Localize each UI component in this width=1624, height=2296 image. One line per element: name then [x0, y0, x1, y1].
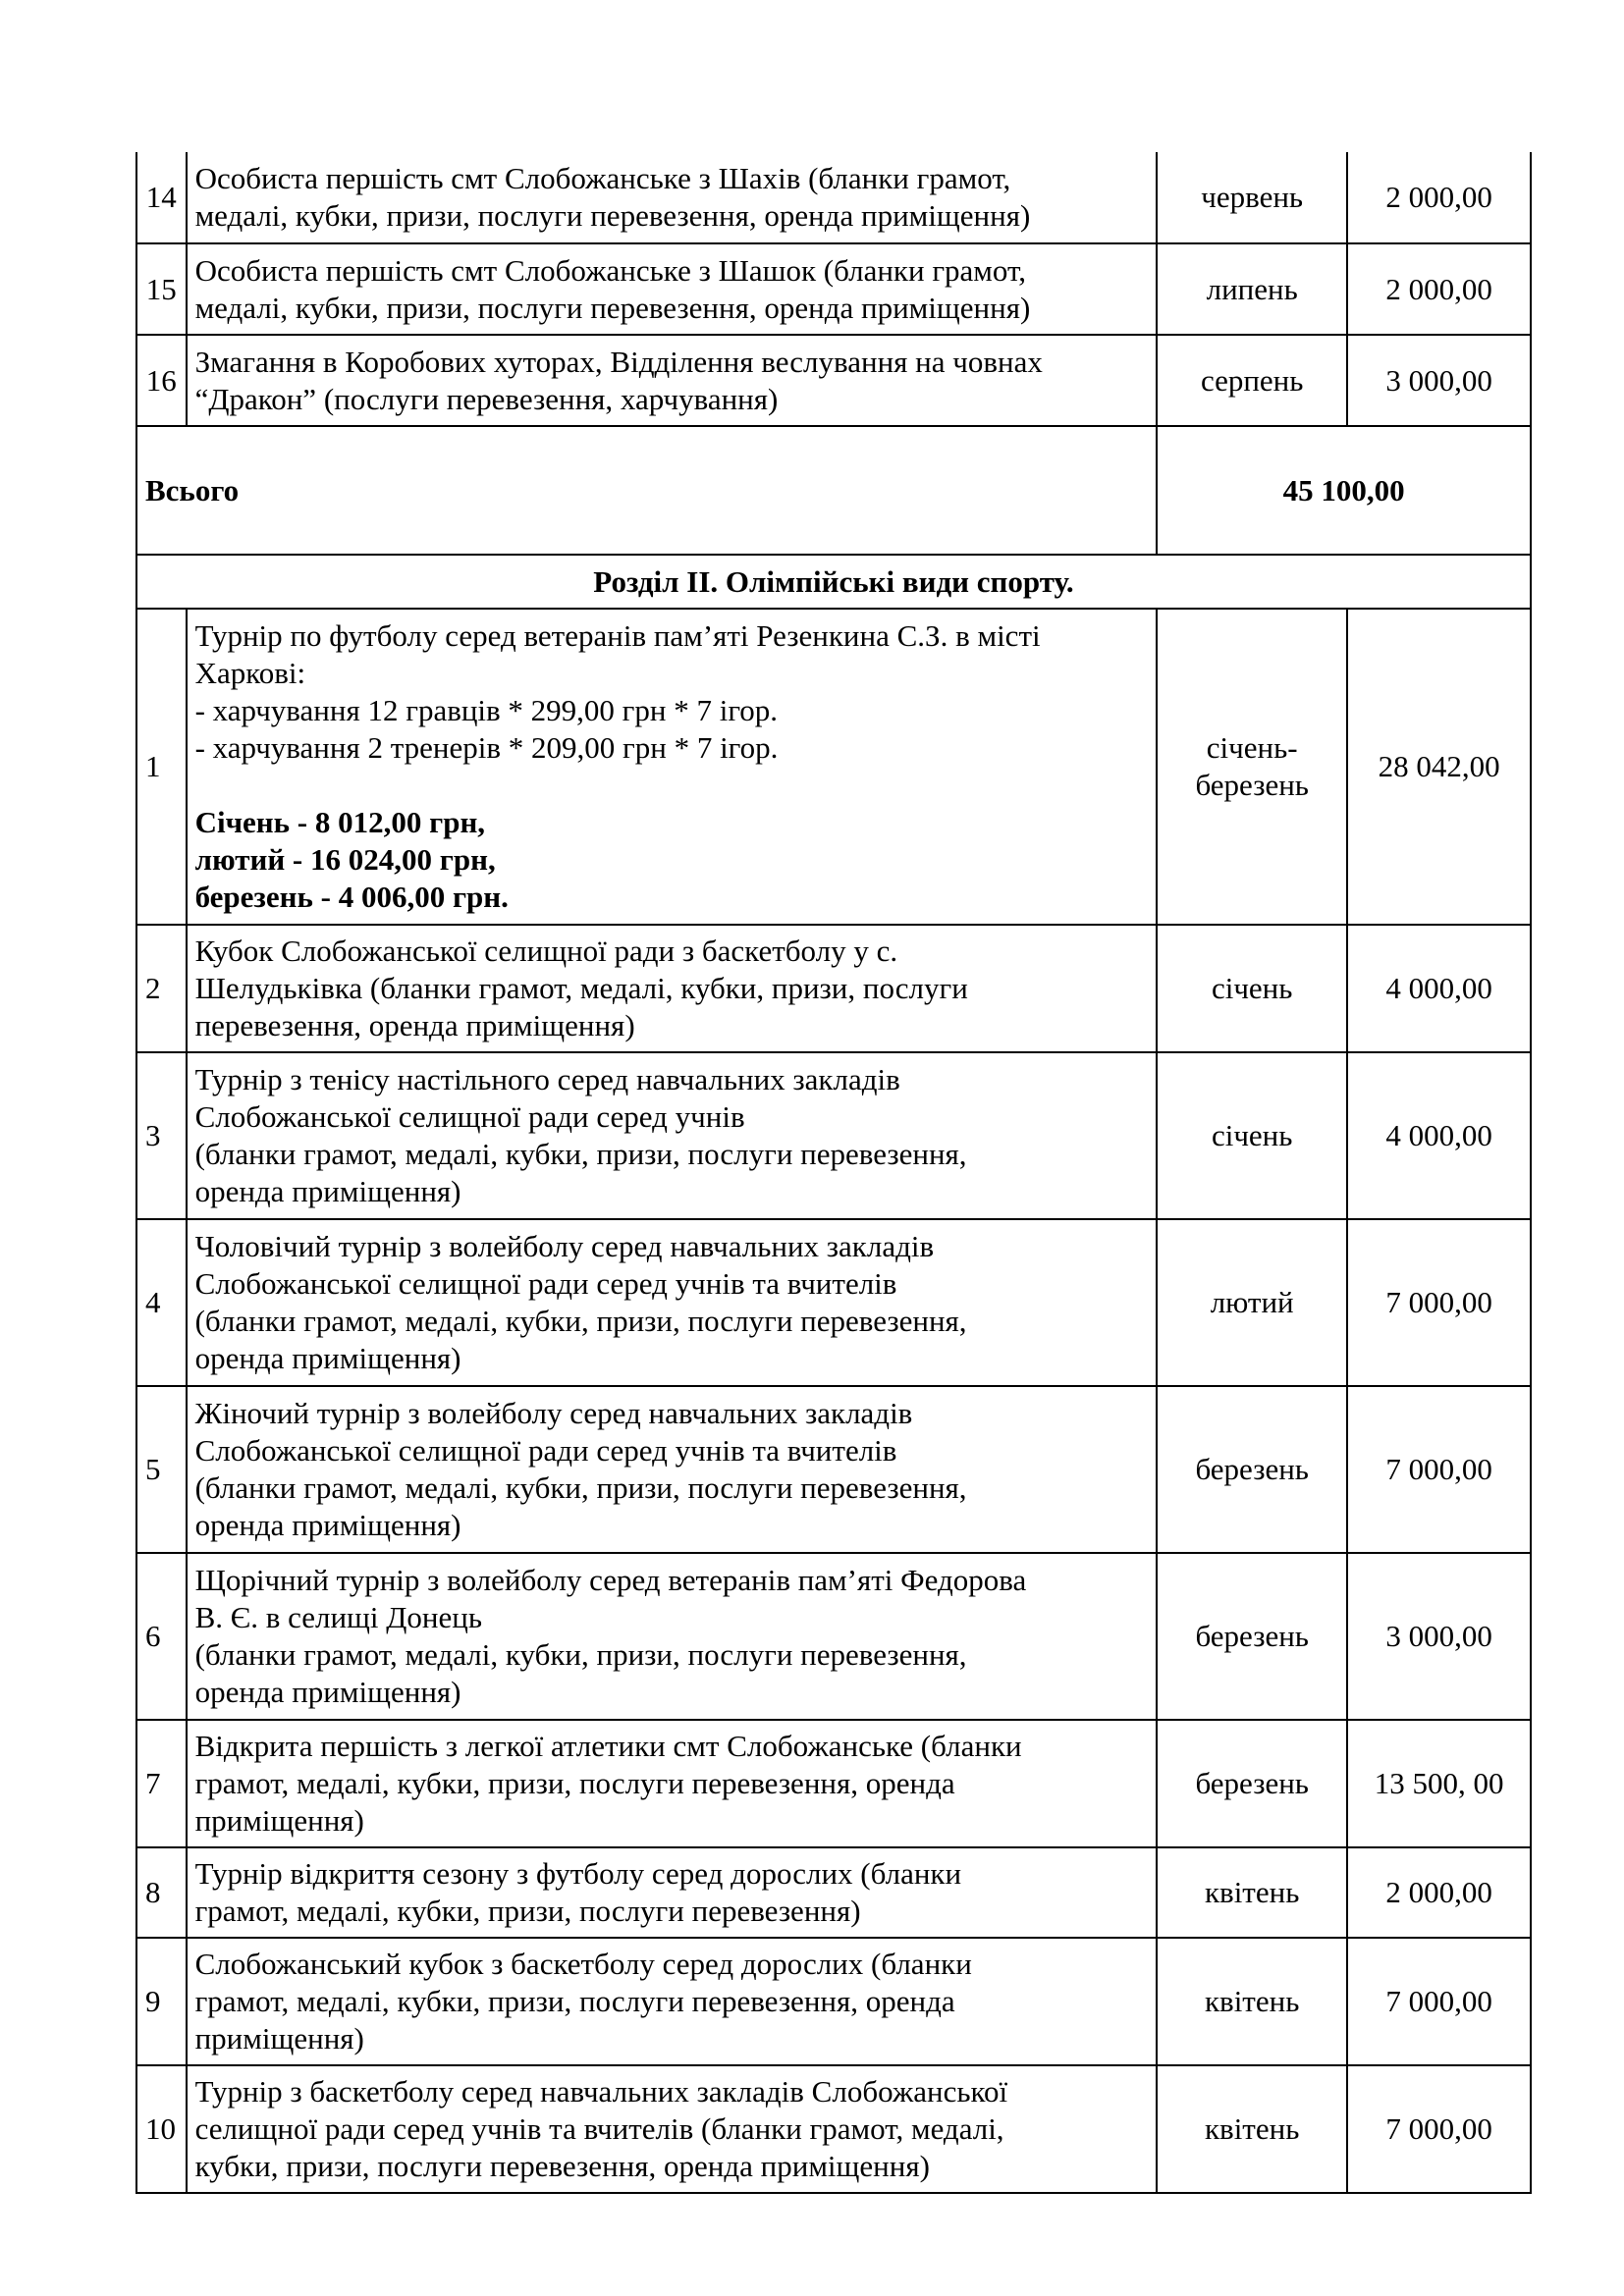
- description-line: Відкрита першість з легкої атлетики смт Слобожанське (бланки: [194, 1729, 1022, 1763]
- description-line: Особиста першість смт Слобожанське з Шахів (бланки грамот,: [194, 161, 1011, 195]
- event-month: березень: [1157, 1553, 1347, 1720]
- event-month: липень: [1157, 243, 1347, 335]
- total-amount: 45 100,00: [1157, 426, 1531, 555]
- event-description: [187, 1720, 1158, 1847]
- description-line: Кубок Слобожанської селищної ради з баскетболу у с.: [194, 934, 898, 968]
- table-row: [136, 1720, 1531, 1847]
- description-line: В. Є. в селищі Донець: [194, 1600, 483, 1634]
- monthly-breakdown-line: березень - 4 006,00 грн.: [194, 880, 509, 914]
- description-line: Турнір по футболу серед ветеранів пам’яті Резенкина С.З. в місті: [194, 618, 1041, 653]
- description-line: грамот, медалі, кубки, призи, послуги перевезення, оренда: [194, 1984, 955, 2018]
- description-line: Слобожанської селищної ради серед учнів: [194, 1099, 745, 1134]
- description-line: Жіночий турнір з волейболу серед навчальних закладів: [194, 1396, 913, 1430]
- event-amount: 3 000,00: [1347, 335, 1531, 426]
- event-amount: 28 042,00: [1347, 609, 1531, 925]
- event-amount: 7 000,00: [1347, 1938, 1531, 2065]
- table-row: [136, 243, 1531, 335]
- events-table: [135, 152, 1532, 2194]
- table-row: [136, 2065, 1531, 2193]
- event-amount: 7 000,00: [1347, 2065, 1531, 2193]
- event-description: [187, 1938, 1158, 2065]
- event-description: [187, 2065, 1158, 2193]
- table-row: [136, 152, 1531, 243]
- table-row: [136, 1219, 1531, 1386]
- monthly-breakdown-line: лютий - 16 024,00 грн,: [194, 842, 496, 877]
- description-line: Слобожанської селищної ради серед учнів та вчителів: [194, 1266, 897, 1301]
- event-description: [187, 1052, 1158, 1219]
- monthly-breakdown-line: Січень - 8 012,00 грн,: [194, 805, 486, 839]
- table-row: [136, 335, 1531, 426]
- description-line: Турнір з тенісу настільного серед навчальних закладів: [194, 1062, 900, 1096]
- event-description: [187, 335, 1158, 426]
- description-line: Чоловічий турнір з волейболу серед навчальних закладів: [194, 1229, 935, 1263]
- description-line: - харчування 2 тренерів * 209,00 грн * 7 ігор.: [194, 730, 779, 765]
- description-line: оренда приміщення): [194, 1174, 461, 1208]
- description-line: - харчування 12 гравців * 299,00 грн * 7 ігор.: [194, 693, 779, 727]
- description-line: грамот, медалі, кубки, призи, послуги перевезення, оренда: [194, 1766, 955, 1800]
- event-description: [187, 1847, 1158, 1938]
- row-number: 9: [136, 1938, 187, 2065]
- description-line: “Дракон” (послуги перевезення, харчування): [194, 381, 779, 416]
- event-month: січень: [1157, 925, 1347, 1052]
- event-amount: 4 000,00: [1347, 925, 1531, 1052]
- description-line: оренда приміщення): [194, 1341, 461, 1375]
- event-month: березень: [1157, 1386, 1347, 1553]
- description-line: приміщення): [194, 1803, 364, 1838]
- table-row: [136, 1553, 1531, 1720]
- description-line: (бланки грамот, медалі, кубки, призи, послуги перевезення,: [194, 1637, 967, 1672]
- row-number: 14: [136, 152, 187, 243]
- table-row: [136, 1847, 1531, 1938]
- row-number: 4: [136, 1219, 187, 1386]
- event-description: [187, 1553, 1158, 1720]
- event-month: лютий: [1157, 1219, 1347, 1386]
- month-line: січень-: [1206, 730, 1298, 765]
- total-label: Всього: [136, 426, 1157, 555]
- event-month: серпень: [1157, 335, 1347, 426]
- event-month: березень: [1157, 1720, 1347, 1847]
- event-amount: 4 000,00: [1347, 1052, 1531, 1219]
- row-number: 1: [136, 609, 187, 925]
- description-line: (бланки грамот, медалі, кубки, призи, послуги перевезення,: [194, 1304, 967, 1338]
- description-line: селищної ради серед учнів та вчителів (бланки грамот, медалі,: [194, 2111, 1004, 2146]
- event-description: [187, 243, 1158, 335]
- description-line: Слобожанський кубок з баскетболу серед дорослих (бланки: [194, 1947, 972, 1981]
- description-line: медалі, кубки, призи, послуги перевезення, оренда приміщення): [194, 198, 1031, 233]
- event-description: [187, 1386, 1158, 1553]
- description-line: оренда приміщення): [194, 1508, 461, 1542]
- event-month: [1157, 609, 1347, 925]
- description-line: грамот, медалі, кубки, призи, послуги перевезення): [194, 1894, 861, 1928]
- description-line: перевезення, оренда приміщення): [194, 1008, 635, 1042]
- event-month: січень: [1157, 1052, 1347, 1219]
- section-title: Розділ II. Олімпійські види спорту.: [136, 555, 1531, 609]
- events-table-body: [136, 152, 1531, 2193]
- row-number: 15: [136, 243, 187, 335]
- row-number: 5: [136, 1386, 187, 1553]
- event-month: квітень: [1157, 1938, 1347, 2065]
- event-month: червень: [1157, 152, 1347, 243]
- description-line: приміщення): [194, 2021, 364, 2056]
- description-line: Шелудьківка (бланки грамот, медалі, кубки, призи, послуги: [194, 971, 968, 1005]
- month-line: березень: [1195, 768, 1309, 802]
- table-row: [136, 925, 1531, 1052]
- event-amount: 2 000,00: [1347, 152, 1531, 243]
- row-number: 6: [136, 1553, 187, 1720]
- description-line: кубки, призи, послуги перевезення, оренда приміщення): [194, 2149, 930, 2183]
- description-line: Харкові:: [194, 656, 306, 690]
- event-amount: 2 000,00: [1347, 1847, 1531, 1938]
- event-description: [187, 152, 1158, 243]
- description-line: (бланки грамот, медалі, кубки, призи, послуги перевезення,: [194, 1470, 967, 1505]
- event-description: [187, 1219, 1158, 1386]
- event-amount: 3 000,00: [1347, 1553, 1531, 1720]
- description-line: (бланки грамот, медалі, кубки, призи, послуги перевезення,: [194, 1137, 967, 1171]
- event-amount: 13 500, 00: [1347, 1720, 1531, 1847]
- event-amount: 7 000,00: [1347, 1219, 1531, 1386]
- event-description: [187, 609, 1158, 925]
- table-row: [136, 1386, 1531, 1553]
- total-row: [136, 426, 1531, 555]
- table-row: [136, 1052, 1531, 1219]
- event-month: квітень: [1157, 1847, 1347, 1938]
- description-line: Особиста першість смт Слобожанське з Шашок (бланки грамот,: [194, 252, 1026, 288]
- description-line: оренда приміщення): [194, 1675, 461, 1709]
- description-line: Турнір відкриття сезону з футболу серед дорослих (бланки: [194, 1856, 962, 1891]
- description-line: Щорічний турнір з волейболу серед ветеранів пам’яті Федорова: [194, 1563, 1027, 1597]
- row-number: 10: [136, 2065, 187, 2193]
- table-row: [136, 1938, 1531, 2065]
- description-line: Змагання в Коробових хуторах, Відділення веслування на човнах: [194, 344, 1043, 379]
- section-row: [136, 555, 1531, 609]
- event-month: квітень: [1157, 2065, 1347, 2193]
- row-number: 2: [136, 925, 187, 1052]
- event-amount: 2 000,00: [1347, 243, 1531, 335]
- row-number: 16: [136, 335, 187, 426]
- description-line: Слобожанської селищної ради серед учнів та вчителів: [194, 1433, 897, 1468]
- row-number: 7: [136, 1720, 187, 1847]
- row-number: 8: [136, 1847, 187, 1938]
- row-number: 3: [136, 1052, 187, 1219]
- event-amount: 7 000,00: [1347, 1386, 1531, 1553]
- description-gap: [195, 767, 1149, 804]
- event-description: [187, 925, 1158, 1052]
- description-line: Турнір з баскетболу серед навчальних закладів Слобожанської: [194, 2074, 1008, 2109]
- table-row: [136, 609, 1531, 925]
- description-line: медалі, кубки, призи, послуги перевезення, оренда приміщення): [194, 290, 1031, 325]
